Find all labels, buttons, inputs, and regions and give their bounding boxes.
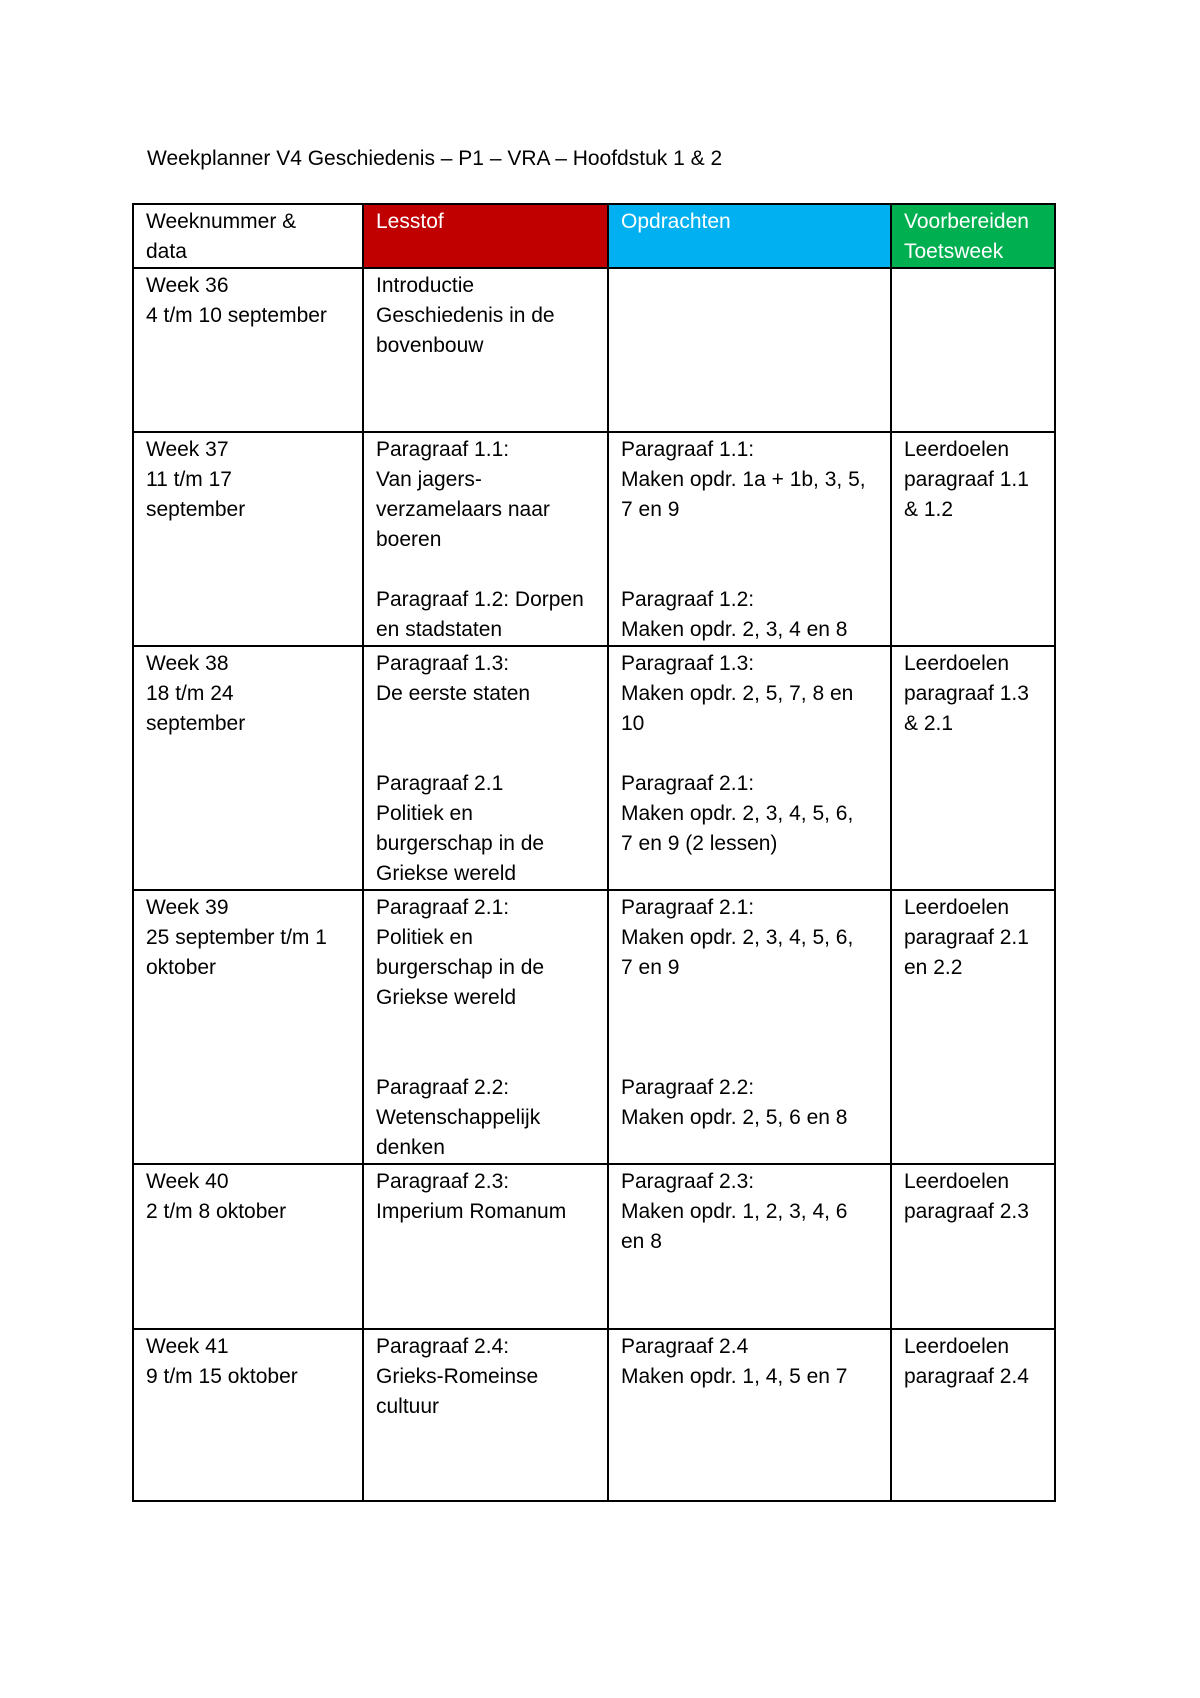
cell-line: Paragraaf 1.3:: [376, 652, 510, 675]
cell-lesstof: [363, 1164, 608, 1329]
cell-line: & 2.1: [904, 712, 954, 735]
cell-line: en 8: [621, 1230, 662, 1253]
cell-line: [621, 1043, 879, 1073]
cell-line: Weeknummer &: [146, 210, 297, 233]
cell-opdrachten: [608, 890, 891, 1164]
cell-line: Griekse wereld: [376, 862, 517, 885]
cell-line: Paragraaf 2.1:: [376, 896, 510, 919]
cell-line: 7 en 9: [621, 956, 680, 979]
cell-line: Opdrachten: [621, 210, 731, 233]
cell-opdrachten: [608, 268, 891, 432]
cell-line: verzamelaars naar: [376, 498, 550, 521]
cell-week: [133, 890, 363, 1164]
cell-line: Week 37: [146, 438, 229, 461]
header-weeknummer: [133, 204, 363, 268]
cell-line: Leerdoelen: [904, 438, 1010, 461]
cell-line: Leerdoelen: [904, 652, 1010, 675]
cell-line: Maken opdr. 1a + 1b, 3, 5,: [621, 468, 866, 491]
cell-line: denken: [376, 1136, 445, 1159]
cell-voorbereiden: [891, 268, 1055, 432]
table-row: [133, 646, 1055, 890]
cell-line: [621, 983, 879, 1013]
cell-line: [376, 555, 596, 585]
cell-line: Imperium Romanum: [376, 1200, 567, 1223]
cell-line: [376, 709, 596, 739]
header-voorbereiden: [891, 204, 1055, 268]
cell-line: 7 en 9 (2 lessen): [621, 832, 778, 855]
table-row: [133, 1329, 1055, 1501]
cell-week: [133, 432, 363, 646]
cell-line: & 1.2: [904, 498, 954, 521]
cell-line: paragraaf 2.1: [904, 926, 1029, 949]
cell-week: [133, 1329, 363, 1501]
cell-week: [133, 646, 363, 890]
table-row: [133, 1164, 1055, 1329]
cell-line: Politiek en: [376, 802, 473, 825]
cell-line: 10: [621, 712, 645, 735]
cell-line: 4 t/m 10 september: [146, 304, 327, 327]
cell-lesstof: [363, 1329, 608, 1501]
cell-line: Week 39: [146, 896, 229, 919]
cell-line: Paragraaf 2.2:: [376, 1076, 510, 1099]
cell-line: Paragraaf 1.2:: [621, 588, 755, 611]
cell-lesstof: [363, 268, 608, 432]
cell-voorbereiden: [891, 646, 1055, 890]
cell-line: 18 t/m 24: [146, 682, 234, 705]
cell-line: Maken opdr. 2, 3, 4 en 8: [621, 618, 848, 641]
cell-line: Griekse wereld: [376, 986, 517, 1009]
cell-opdrachten: [608, 1329, 891, 1501]
page-title: Weekplanner V4 Geschiedenis – P1 – VRA – Hoofdstuk 1 & 2: [147, 147, 723, 170]
cell-voorbereiden: [891, 890, 1055, 1164]
cell-line: paragraaf 2.4: [904, 1365, 1029, 1388]
cell-line: Paragraaf 1.2: Dorpen: [376, 588, 584, 611]
cell-opdrachten: [608, 646, 891, 890]
cell-line: Week 41: [146, 1335, 229, 1358]
cell-line: Leerdoelen: [904, 1335, 1010, 1358]
cell-line: Politiek en: [376, 926, 473, 949]
cell-line: [376, 739, 596, 769]
cell-line: 9 t/m 15 oktober: [146, 1365, 298, 1388]
cell-line: 2 t/m 8 oktober: [146, 1200, 287, 1223]
cell-line: Voorbereiden: [904, 210, 1029, 233]
cell-line: Maken opdr. 1, 4, 5 en 7: [621, 1365, 848, 1388]
cell-lesstof: [363, 890, 608, 1164]
cell-line: [621, 1013, 879, 1043]
cell-line: [376, 1043, 596, 1073]
cell-line: Paragraaf 2.1:: [621, 896, 755, 919]
cell-line: Maken opdr. 2, 5, 7, 8 en: [621, 682, 854, 705]
cell-line: Maken opdr. 1, 2, 3, 4, 6: [621, 1200, 848, 1223]
cell-voorbereiden: [891, 432, 1055, 646]
cell-line: Paragraaf 1.1:: [621, 438, 755, 461]
cell-line: Leerdoelen: [904, 1170, 1010, 1193]
cell-line: [621, 555, 879, 585]
cell-line: Week 36: [146, 274, 229, 297]
cell-line: Paragraaf 2.3:: [621, 1170, 755, 1193]
cell-line: Paragraaf 1.1:: [376, 438, 510, 461]
cell-line: burgerschap in de: [376, 956, 545, 979]
cell-line: 11 t/m 17: [146, 468, 232, 491]
cell-line: Wetenschappelijk: [376, 1106, 541, 1129]
cell-line: Introductie: [376, 274, 475, 297]
cell-week: [133, 1164, 363, 1329]
cell-line: paragraaf 2.3: [904, 1200, 1029, 1223]
cell-line: [376, 1013, 596, 1043]
cell-line: cultuur: [376, 1395, 440, 1418]
cell-line: september: [146, 498, 246, 521]
cell-line: 25 september t/m 1: [146, 926, 327, 949]
cell-line: Paragraaf 2.4:: [376, 1335, 510, 1358]
cell-voorbereiden: [891, 1329, 1055, 1501]
cell-line: [621, 739, 879, 769]
cell-opdrachten: [608, 432, 891, 646]
cell-line: Toetsweek: [904, 240, 1004, 263]
cell-line: burgerschap in de: [376, 832, 545, 855]
cell-line: oktober: [146, 956, 217, 979]
cell-line: 7 en 9: [621, 498, 680, 521]
cell-line: Week 38: [146, 652, 229, 675]
cell-line: Van jagers-: [376, 468, 482, 491]
cell-line: en 2.2: [904, 956, 963, 979]
cell-line: Maken opdr. 2, 3, 4, 5, 6,: [621, 926, 854, 949]
weekplanner-table: [132, 203, 1056, 1502]
table-header-row: [133, 204, 1055, 268]
cell-line: Week 40: [146, 1170, 229, 1193]
cell-line: boeren: [376, 528, 442, 551]
cell-opdrachten: [608, 1164, 891, 1329]
cell-line: data: [146, 240, 187, 263]
cell-lesstof: [363, 646, 608, 890]
cell-line: Geschiedenis in de: [376, 304, 555, 327]
header-opdrachten: [608, 204, 891, 268]
table-row: [133, 268, 1055, 432]
cell-voorbereiden: [891, 1164, 1055, 1329]
cell-line: Paragraaf 1.3:: [621, 652, 755, 675]
cell-line: Paragraaf 2.4: [621, 1335, 749, 1358]
cell-line: paragraaf 1.3: [904, 682, 1029, 705]
cell-lesstof: [363, 432, 608, 646]
cell-line: Paragraaf 2.1: [376, 772, 504, 795]
cell-line: De eerste staten: [376, 682, 531, 705]
cell-line: bovenbouw: [376, 334, 484, 357]
cell-line: Leerdoelen: [904, 896, 1010, 919]
cell-week: [133, 268, 363, 432]
cell-line: Maken opdr. 2, 5, 6 en 8: [621, 1106, 848, 1129]
cell-line: Paragraaf 2.3:: [376, 1170, 510, 1193]
table-row: [133, 890, 1055, 1164]
cell-line: Lesstof: [376, 210, 444, 233]
table-row: [133, 432, 1055, 646]
cell-line: september: [146, 712, 246, 735]
header-lesstof: [363, 204, 608, 268]
cell-line: Paragraaf 2.2:: [621, 1076, 755, 1099]
cell-line: paragraaf 1.1: [904, 468, 1029, 491]
cell-line: [621, 525, 879, 555]
cell-line: Paragraaf 2.1:: [621, 772, 755, 795]
cell-line: Grieks-Romeinse: [376, 1365, 539, 1388]
cell-line: en stadstaten: [376, 618, 503, 641]
cell-line: Maken opdr. 2, 3, 4, 5, 6,: [621, 802, 854, 825]
